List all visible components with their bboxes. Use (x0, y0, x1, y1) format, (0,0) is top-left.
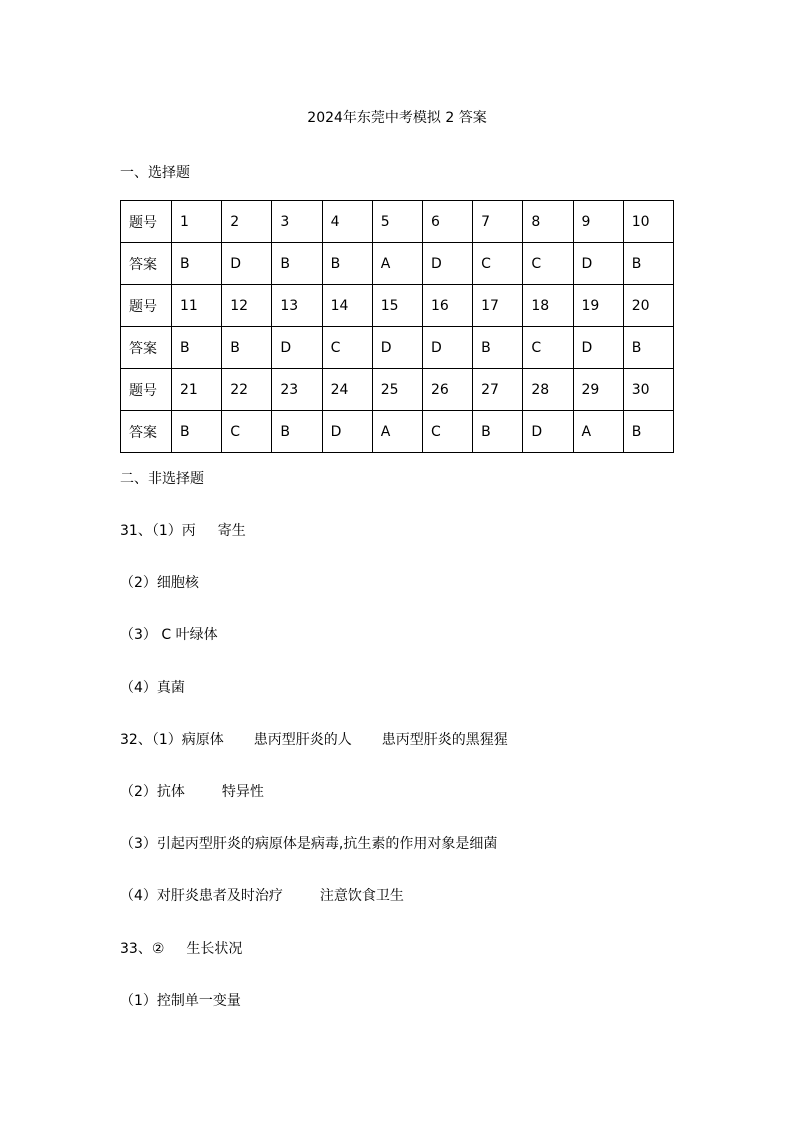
table-cell: 9 (573, 201, 623, 243)
table-row (121, 285, 674, 327)
table-cell: D (272, 327, 322, 369)
row-label: 题号 (121, 201, 172, 243)
answer-32-part2 (120, 781, 264, 801)
answer-32-part4 (120, 885, 404, 905)
table-cell: 24 (322, 369, 372, 411)
table-row (121, 369, 674, 411)
table-cell: B (272, 411, 322, 453)
table-cell: 22 (222, 369, 272, 411)
answer-31-part1 (120, 520, 246, 540)
table-cell: B (172, 327, 222, 369)
table-cell: 17 (473, 285, 523, 327)
table-cell: 16 (422, 285, 472, 327)
table-cell: B (322, 243, 372, 285)
table-row (121, 411, 674, 453)
table-cell: D (322, 411, 372, 453)
row-label: 题号 (121, 369, 172, 411)
answer-32-part2-b: 特异性 (221, 784, 264, 800)
table-cell: 23 (272, 369, 322, 411)
answer-31-part2: （2）细胞核 (120, 575, 199, 591)
section-heading-choice: 一、选择题 (120, 165, 190, 181)
table-cell: D (222, 243, 272, 285)
table-cell: B (473, 327, 523, 369)
table-cell: C (322, 327, 372, 369)
table-cell: B (623, 243, 673, 285)
table-cell: 19 (573, 285, 623, 327)
row-label: 题号 (121, 285, 172, 327)
table-row (121, 201, 674, 243)
table-cell: 13 (272, 285, 322, 327)
table-cell: 14 (322, 285, 372, 327)
row-label: 答案 (121, 327, 172, 369)
table-cell: 7 (473, 201, 523, 243)
table-cell: 21 (172, 369, 222, 411)
table-cell: 6 (422, 201, 472, 243)
table-cell: 8 (523, 201, 573, 243)
table-cell: 20 (623, 285, 673, 327)
table-cell: 15 (372, 285, 422, 327)
answer-32-part2-a: （2）抗体 (120, 784, 185, 800)
answer-32-part1-a: 32、（1）病原体 (120, 732, 224, 748)
table-cell: 26 (422, 369, 472, 411)
answer-33-part0-b: 生长状况 (186, 941, 243, 957)
table-cell: 4 (322, 201, 372, 243)
table-cell: 1 (172, 201, 222, 243)
answer-33-part0-a: 33、② (120, 941, 165, 957)
table-cell: 25 (372, 369, 422, 411)
answer-32-part4-a: （4）对肝炎患者及时治疗 (120, 888, 283, 904)
answer-table (120, 200, 674, 453)
table-cell: D (573, 327, 623, 369)
table-cell: B (172, 243, 222, 285)
answer-31-part4: （4）真菌 (120, 680, 185, 696)
table-cell: B (222, 327, 272, 369)
table-cell: B (172, 411, 222, 453)
table-cell: D (422, 243, 472, 285)
table-cell: 11 (172, 285, 222, 327)
table-cell: 18 (523, 285, 573, 327)
table-cell: 30 (623, 369, 673, 411)
row-label: 答案 (121, 243, 172, 285)
table-cell: 10 (623, 201, 673, 243)
table-cell: B (623, 411, 673, 453)
row-label: 答案 (121, 411, 172, 453)
document-title: 2024年东莞中考模拟 2 答案 (307, 110, 487, 126)
table-cell: C (523, 243, 573, 285)
table-cell: A (372, 243, 422, 285)
table-cell: D (573, 243, 623, 285)
table-cell: A (372, 411, 422, 453)
answer-32-part3: （3）引起丙型肝炎的病原体是病毒,抗生素的作用对象是细菌 (120, 836, 498, 852)
table-cell: 3 (272, 201, 322, 243)
table-cell: C (473, 243, 523, 285)
table-cell: B (272, 243, 322, 285)
table-cell: D (372, 327, 422, 369)
answer-33-part0 (120, 938, 242, 958)
table-cell: D (523, 411, 573, 453)
answer-32-part1-c: 患丙型肝炎的黑猩猩 (381, 732, 508, 748)
table-cell: C (523, 327, 573, 369)
table-cell: 5 (372, 201, 422, 243)
table-cell: B (623, 327, 673, 369)
answer-31-part3: （3） C 叶绿体 (120, 627, 218, 643)
answer-33-part1: （1）控制单一变量 (120, 993, 241, 1009)
answer-31-part1-b: 寄生 (217, 523, 246, 539)
table-cell: 12 (222, 285, 272, 327)
table-cell: D (422, 327, 472, 369)
table-cell: C (422, 411, 472, 453)
table-cell: 28 (523, 369, 573, 411)
table-cell: C (222, 411, 272, 453)
answer-31-part1-a: 31、（1）丙 (120, 523, 196, 539)
table-cell: 2 (222, 201, 272, 243)
table-cell: 29 (573, 369, 623, 411)
answer-32-part1 (120, 729, 508, 749)
section-heading-nonchoice: 二、非选择题 (120, 471, 204, 487)
table-cell: B (473, 411, 523, 453)
table-cell: A (573, 411, 623, 453)
table-row (121, 243, 674, 285)
table-row (121, 327, 674, 369)
answer-32-part4-b: 注意饮食卫生 (319, 888, 404, 904)
answer-32-part1-b: 患丙型肝炎的人 (253, 732, 352, 748)
table-cell: 27 (473, 369, 523, 411)
